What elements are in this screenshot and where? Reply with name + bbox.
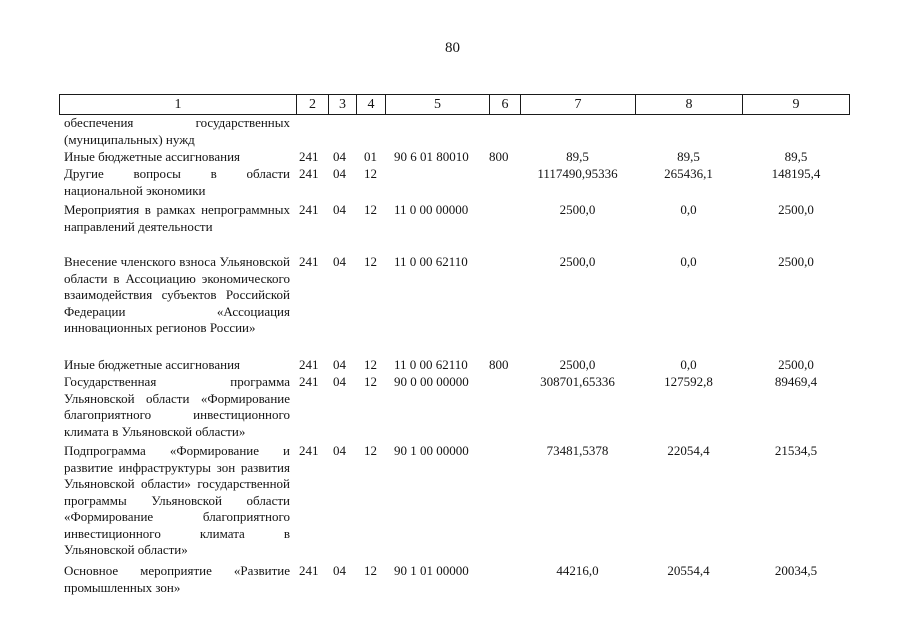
cell-section: 04 bbox=[333, 563, 346, 578]
cell-code-admin: 241 bbox=[299, 149, 319, 164]
cell-subsection: 12 bbox=[364, 357, 377, 372]
header-col-5: 5 bbox=[386, 95, 490, 114]
header-col-6: 6 bbox=[490, 95, 521, 114]
cell-subsection: 12 bbox=[364, 202, 377, 217]
cell-subsection: 12 bbox=[364, 166, 377, 181]
cell-amount-2: 22054,4 bbox=[667, 443, 710, 458]
cell-section: 04 bbox=[333, 443, 346, 458]
cell-target-article: 90 1 01 00000 bbox=[394, 563, 469, 578]
header-col-4: 4 bbox=[357, 95, 386, 114]
row-name: Мероприятия в рамках непрограммных направлений деятельности bbox=[64, 202, 290, 234]
cell-amount-3: 148195,4 bbox=[771, 166, 821, 181]
cell-amount-2: 0,0 bbox=[680, 202, 697, 217]
cell-subsection: 12 bbox=[364, 563, 377, 578]
header-col-8: 8 bbox=[636, 95, 743, 114]
cell-amount-1: 308701,65336 bbox=[540, 374, 615, 389]
cell-section: 04 bbox=[333, 374, 346, 389]
cell-subsection: 12 bbox=[364, 374, 377, 389]
cell-section: 04 bbox=[333, 357, 346, 372]
row-name: Внесение членского взноса Ульяновской области в Ассоциацию экономического взаимодействия субъектов Российской Федерации «Ассоциация инновационных регионов России» bbox=[64, 254, 290, 335]
cell-amount-1: 2500,0 bbox=[559, 254, 596, 269]
cell-amount-1: 2500,0 bbox=[559, 202, 596, 217]
header-col-7: 7 bbox=[521, 95, 636, 114]
cell-amount-3: 2500,0 bbox=[778, 357, 814, 372]
header-col-1: 1 bbox=[60, 95, 297, 114]
cell-section: 04 bbox=[333, 202, 346, 217]
row-name: Другие вопросы в области национальной экономики bbox=[64, 166, 290, 198]
cell-code-admin: 241 bbox=[299, 202, 319, 217]
cell-amount-3: 2500,0 bbox=[778, 254, 814, 269]
cell-section: 04 bbox=[333, 254, 346, 269]
cell-target-article: 11 0 00 62110 bbox=[394, 254, 468, 269]
cell-expense-type: 800 bbox=[489, 149, 509, 164]
cell-amount-1: 44216,0 bbox=[556, 563, 599, 578]
cell-target-article: 11 0 00 62110 bbox=[394, 357, 468, 372]
page-number: 80 bbox=[445, 40, 460, 56]
cell-code-admin: 241 bbox=[299, 357, 319, 372]
cell-target-article: 90 6 01 80010 bbox=[394, 149, 469, 164]
header-col-9: 9 bbox=[792, 97, 800, 112]
cell-target-article: 90 0 00 00000 bbox=[394, 374, 469, 389]
cell-subsection: 12 bbox=[364, 254, 377, 269]
cell-amount-1: 2500,0 bbox=[559, 357, 596, 372]
header-col-2: 2 bbox=[297, 95, 329, 114]
row-name: Подпрограмма «Формирование и развитие инфраструктуры зон развития Ульяновской области» государственной программы Ульяновской области «Формирование благоприятного инвестиционного климата в Ульяновской области» bbox=[64, 443, 290, 557]
cell-amount-3: 89,5 bbox=[784, 149, 808, 164]
row-name: Иные бюджетные ассигнования bbox=[64, 357, 241, 372]
cell-code-admin: 241 bbox=[299, 563, 319, 578]
cell-code-admin: 241 bbox=[299, 443, 319, 458]
cell-code-admin: 241 bbox=[299, 166, 319, 181]
cell-amount-2: 20554,4 bbox=[667, 563, 710, 578]
row-name: Основное мероприятие «Развитие промышленных зон» bbox=[64, 563, 290, 595]
cell-section: 04 bbox=[333, 166, 346, 181]
cell-subsection: 12 bbox=[364, 443, 377, 458]
cell-amount-3: 20034,5 bbox=[774, 563, 818, 578]
cell-amount-1: 1117490,95336 bbox=[537, 166, 618, 181]
cell-amount-3: 2500,0 bbox=[778, 202, 814, 217]
row-name: Государственная программа Ульяновской области «Формирование благоприятного инвестиционного климата в Ульяновской области» bbox=[64, 374, 290, 439]
cell-section: 04 bbox=[333, 149, 346, 164]
cell-expense-type: 800 bbox=[489, 357, 509, 372]
cell-amount-1: 89,5 bbox=[566, 149, 589, 164]
cell-amount-2: 0,0 bbox=[680, 254, 697, 269]
cell-amount-2: 127592,8 bbox=[664, 374, 713, 389]
cell-amount-2: 89,5 bbox=[677, 149, 700, 164]
row-name: обеспечения государственных (муниципальных) нужд bbox=[64, 115, 290, 147]
header-col-3: 3 bbox=[329, 95, 357, 114]
cell-code-admin: 241 bbox=[299, 374, 319, 389]
row-name: Иные бюджетные ассигнования bbox=[64, 149, 241, 164]
cell-target-article: 90 1 00 00000 bbox=[394, 443, 469, 458]
table-header bbox=[59, 94, 850, 115]
cell-code-admin: 241 bbox=[299, 254, 319, 269]
cell-amount-3: 21534,5 bbox=[774, 443, 818, 458]
cell-subsection: 01 bbox=[364, 149, 377, 164]
cell-target-article: 11 0 00 00000 bbox=[394, 202, 469, 217]
cell-amount-2: 0,0 bbox=[680, 357, 697, 372]
cell-amount-3: 89469,4 bbox=[774, 374, 818, 389]
cell-amount-1: 73481,5378 bbox=[546, 443, 609, 458]
cell-amount-2: 265436,1 bbox=[664, 166, 713, 181]
